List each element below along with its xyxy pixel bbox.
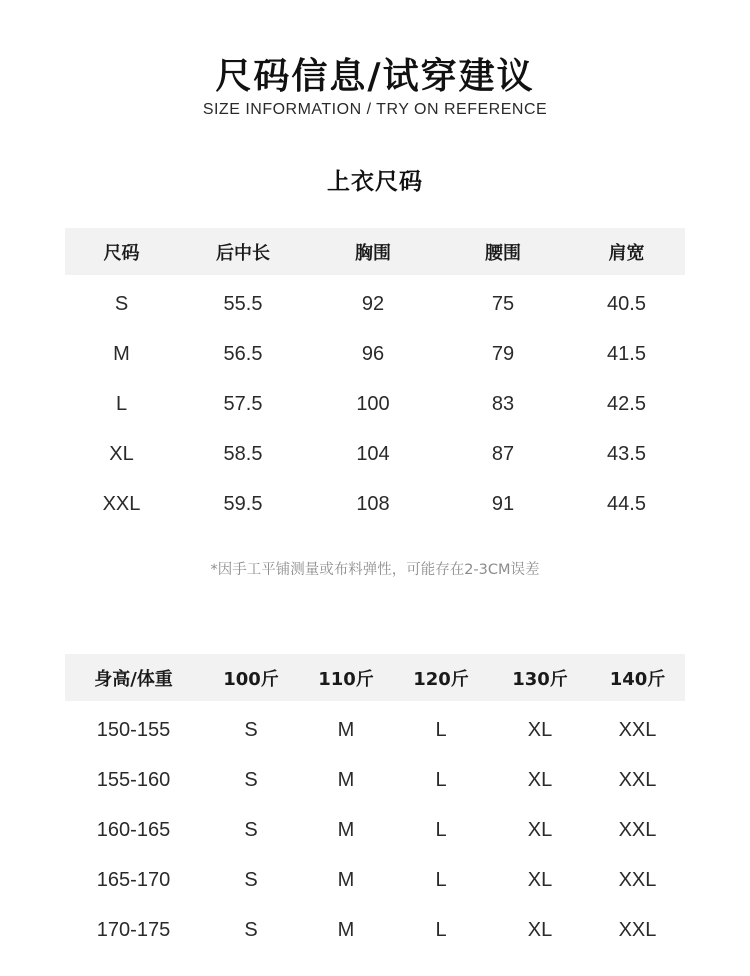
table-cell: 59.5	[223, 492, 263, 515]
table-cell: 42.5	[607, 392, 646, 415]
table-cell: L	[115, 392, 128, 415]
column-header-back-length: 后中长	[178, 228, 308, 275]
table-cell: 41.5	[607, 342, 646, 365]
table-header-row	[65, 654, 685, 701]
table-cell: 87	[491, 442, 515, 465]
table-row	[65, 379, 685, 429]
table-row	[65, 429, 685, 479]
table-cell: 160-165	[96, 818, 171, 841]
table-row	[65, 755, 685, 805]
table-cell: XL	[527, 868, 553, 891]
table-cell: L	[435, 918, 447, 941]
table-cell: M	[337, 818, 355, 841]
column-header-weight-110: 110斤	[300, 654, 392, 701]
table-cell: XXL	[618, 868, 657, 891]
table-cell: 100	[356, 392, 390, 415]
column-header-shoulder: 肩宽	[568, 228, 685, 275]
table-cell: XXL	[618, 718, 657, 741]
table-cell: XL	[109, 442, 134, 465]
table-cell: 83	[491, 392, 515, 415]
table-cell: XXL	[618, 768, 657, 791]
table-cell: M	[337, 718, 355, 741]
table-cell: 43.5	[607, 442, 646, 465]
measurement-note: *因手工平铺测量或布料弹性，可能存在2-3CM误差	[210, 562, 540, 578]
table-row	[65, 479, 685, 529]
table-row	[65, 701, 685, 755]
table-cell: S	[244, 718, 258, 741]
table-cell: 104	[356, 442, 390, 465]
table-cell: 57.5	[223, 392, 263, 415]
table-row	[65, 329, 685, 379]
table-cell: 55.5	[223, 292, 263, 315]
column-header-weight-140: 140斤	[590, 654, 685, 701]
table-cell: XXL	[618, 818, 657, 841]
table-cell: L	[435, 768, 447, 791]
table-cell: S	[244, 868, 258, 891]
table-cell: 58.5	[223, 442, 263, 465]
table-cell: M	[337, 868, 355, 891]
table-cell: L	[435, 818, 447, 841]
column-header-chest: 胸围	[308, 228, 438, 275]
page-title: 尺码信息/试穿建议	[215, 56, 535, 97]
table-cell: 170-175	[96, 918, 171, 941]
table-cell: XL	[527, 718, 553, 741]
table-cell: 91	[491, 492, 515, 515]
column-header-waist: 腰围	[438, 228, 568, 275]
page-subtitle: SIZE INFORMATION / TRY ON REFERENCE	[202, 101, 548, 118]
table-cell: 75	[491, 292, 515, 315]
table-cell: XL	[527, 768, 553, 791]
table-row	[65, 275, 685, 329]
column-header-weight-130: 130斤	[490, 654, 590, 701]
table-row	[65, 805, 685, 855]
table-cell: 92	[361, 292, 385, 315]
table-cell: S	[244, 768, 258, 791]
table-header-row	[65, 228, 685, 275]
table-cell: 96	[361, 342, 385, 365]
table-cell: 79	[491, 342, 515, 365]
table-cell: XL	[527, 918, 553, 941]
column-header-height-weight: 身高/体重	[65, 654, 202, 701]
fit-reference-table	[65, 654, 685, 955]
top-size-chart-title: 上衣尺码	[327, 169, 423, 195]
column-header-weight-100: 100斤	[202, 654, 300, 701]
table-cell: 150-155	[96, 718, 171, 741]
table-cell: 40.5	[607, 292, 646, 315]
table-cell: L	[435, 718, 447, 741]
table-cell: XXL	[618, 918, 657, 941]
table-cell: M	[337, 768, 355, 791]
table-cell: L	[435, 868, 447, 891]
table-cell: 108	[356, 492, 390, 515]
table-cell: XXL	[102, 492, 141, 515]
table-cell: XL	[527, 818, 553, 841]
table-cell: 165-170	[96, 868, 171, 891]
column-header-size: 尺码	[65, 228, 178, 275]
table-row	[65, 905, 685, 955]
column-header-weight-120: 120斤	[392, 654, 490, 701]
table-cell: 44.5	[607, 492, 646, 515]
table-row	[65, 855, 685, 905]
table-cell: 56.5	[223, 342, 263, 365]
top-size-chart-table	[65, 228, 685, 529]
table-cell: S	[114, 292, 129, 315]
table-cell: M	[337, 918, 355, 941]
table-cell: S	[244, 818, 258, 841]
table-cell: S	[244, 918, 258, 941]
table-cell: M	[113, 342, 130, 365]
table-cell: 155-160	[96, 768, 171, 791]
